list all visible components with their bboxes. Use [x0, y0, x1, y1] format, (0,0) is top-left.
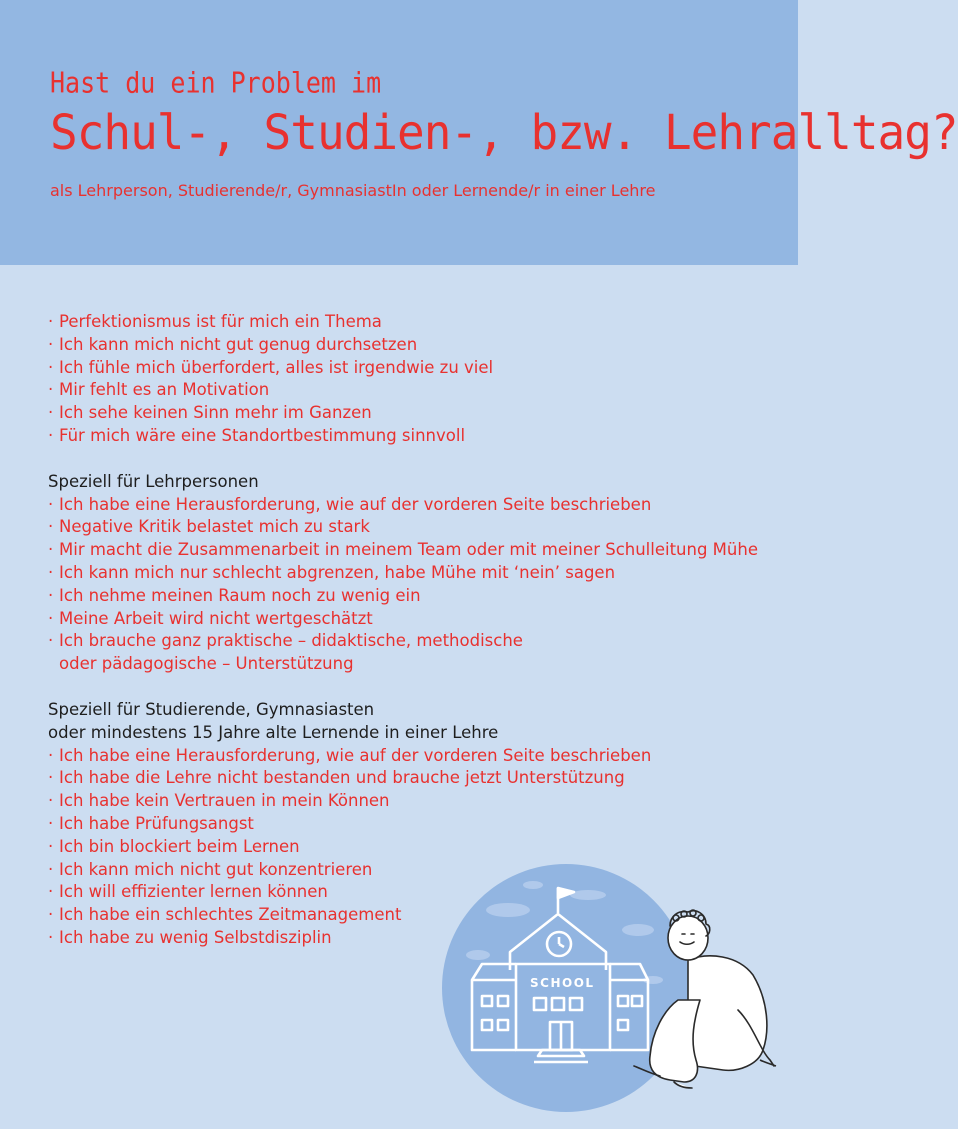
list-item: · Ich fühle mich überfordert, alles ist irgendwie zu viel — [48, 357, 494, 377]
list-item: · Ich kann mich nur schlecht abgrenzen, habe Mühe mit ‘nein’ sagen — [48, 562, 616, 582]
list-item: · Ich habe eine Herausforderung, wie auf der vorderen Seite beschrieben — [48, 745, 652, 765]
general-list — [48, 311, 778, 448]
teachers-group — [48, 471, 778, 676]
list-item: · Perfektionismus ist für mich ein Thema — [48, 312, 382, 331]
list-item: · Ich nehme meinen Raum noch zu wenig ein — [48, 585, 421, 605]
list-item: · Ich habe ein schlechtes Zeitmanagement — [48, 905, 402, 925]
list-item: · Ich sehe keinen Sinn mehr im Ganzen — [48, 403, 372, 423]
general-group — [48, 311, 778, 448]
header-subline: als Lehrperson, Studierende/r, GymnasiastIn oder Lernende/r in einer Lehre — [50, 181, 656, 200]
list-item: · Ich bin blockiert beim Lernen — [48, 836, 300, 856]
list-item-continuation: oder pädagogische – Unterstützung — [59, 654, 354, 674]
hand-lines — [760, 1060, 776, 1066]
list-item: · Ich will effizienter lernen können — [48, 882, 328, 902]
students-heading-line1: Speziell für Studierende, Gymnasiasten — [48, 699, 375, 719]
list-item: · Mir macht die Zusammenarbeit in meinem Team oder mit meiner Schulleitung Mühe — [48, 540, 758, 560]
list-item: · Ich habe kein Vertrauen in mein Können — [48, 791, 390, 811]
list-item: · Meine Arbeit wird nicht wertgeschätzt — [48, 608, 373, 628]
list-item: · Ich habe eine Herausforderung, wie auf der vorderen Seite beschrieben — [48, 494, 652, 514]
list-item: · Ich habe Prüfungsangst — [48, 813, 254, 833]
list-item: · Ich kann mich nicht gut konzentrieren — [48, 859, 373, 879]
list-item: · Ich habe die Lehre nicht bestanden und brauche jetzt Unterstützung — [48, 768, 625, 788]
list-item: · Für mich wäre eine Standortbestimmung sinnvoll — [48, 425, 466, 445]
school-sign: SCHOOL — [530, 976, 595, 990]
teachers-list — [48, 494, 778, 676]
list-item: · Ich kann mich nicht gut genug durchsetzen — [48, 334, 418, 354]
list-item: · Ich habe zu wenig Selbstdisziplin — [48, 927, 332, 947]
list-item: · Ich brauche ganz praktische – didaktische, methodische — [48, 631, 523, 651]
header-headline: Schul-, Studien-, bzw. Lehralltag? — [50, 104, 958, 161]
header-banner — [0, 0, 958, 265]
students-heading-line2: oder mindestens 15 Jahre alte Lernende in einer Lehre — [48, 722, 499, 742]
teachers-heading: Speziell für Lehrpersonen — [48, 471, 259, 491]
school-illustration — [438, 860, 788, 1120]
list-item: · Negative Kritik belastet mich zu stark — [48, 517, 370, 537]
header-kicker: Hast du ein Problem im — [50, 66, 382, 100]
list-item: · Mir fehlt es an Motivation — [48, 380, 270, 400]
